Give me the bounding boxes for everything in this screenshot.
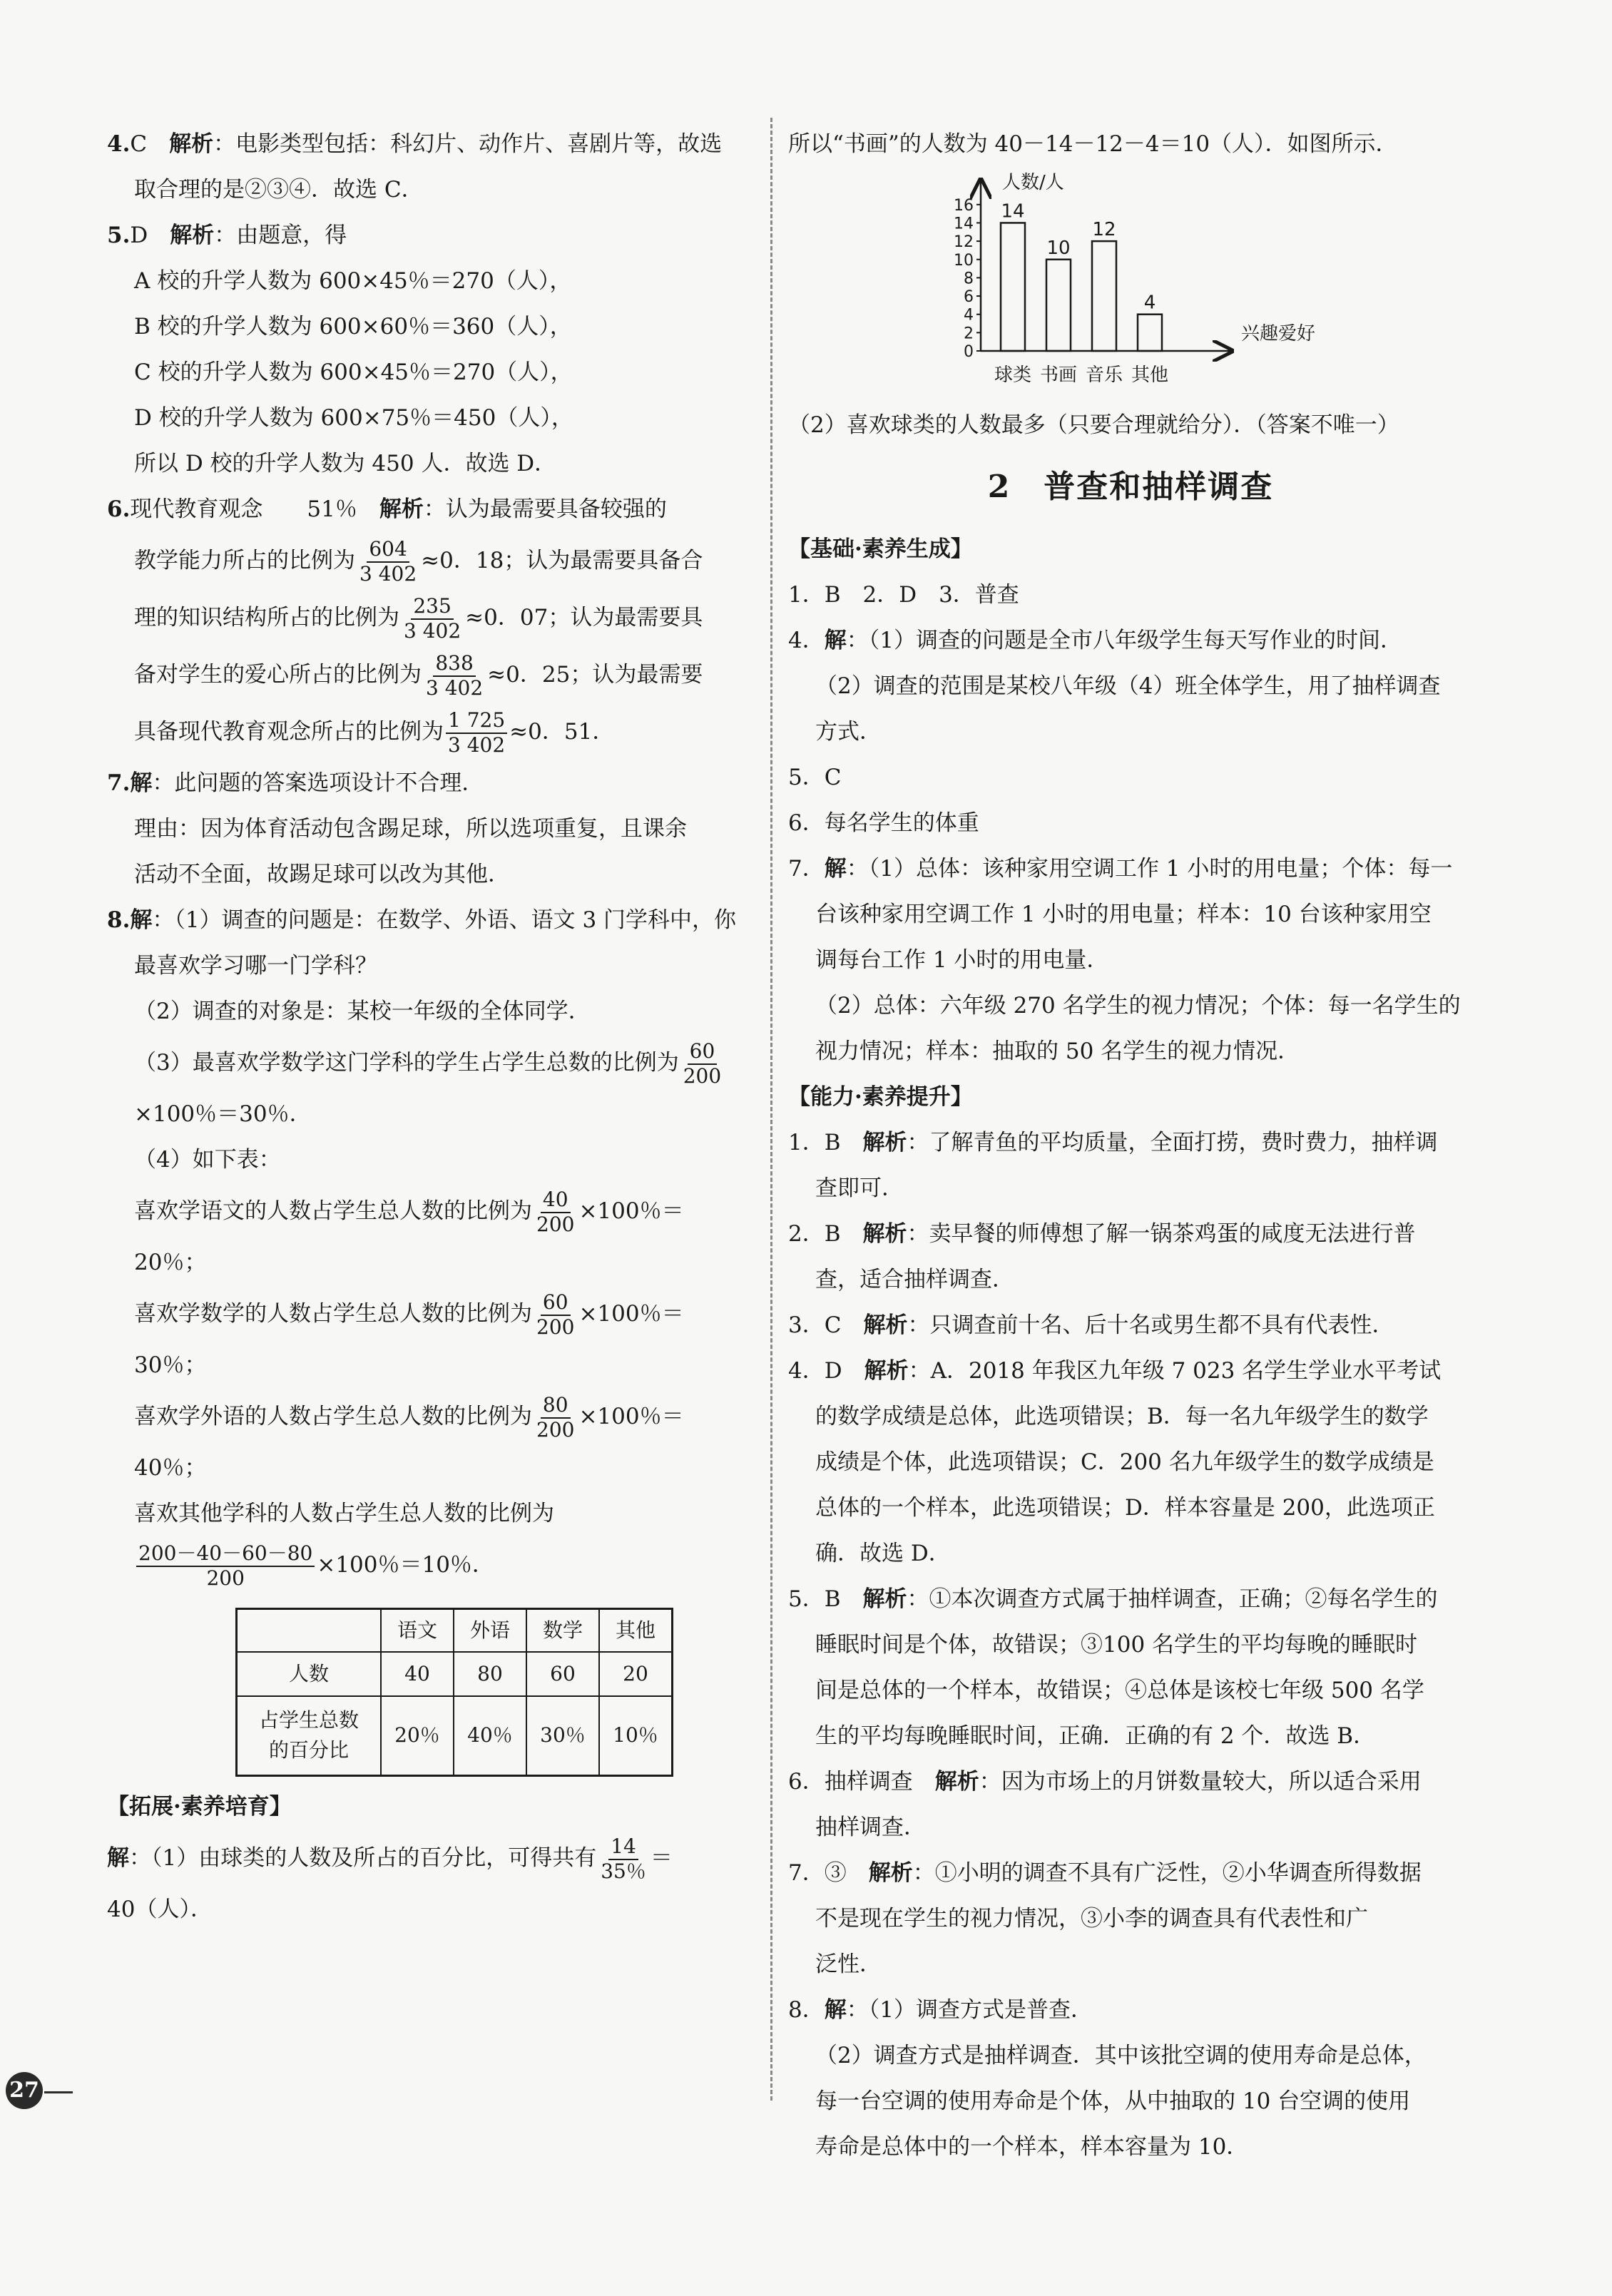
q8-line4b: ×100％＝30％．: [134, 1101, 312, 1127]
ability-a7b: 不是现在学生的视力情况，③小李的调查具有代表性和广: [815, 1906, 1368, 1932]
ability-a4b: 的数学成绩是总体，此选项错误；B．每一名九年级学生的数学: [815, 1404, 1429, 1429]
chart-bar: [1001, 223, 1025, 351]
q4-line2: 取合理的是②③④．故选 C．: [134, 177, 424, 203]
ability-heading: 【能力·素养提升】: [788, 1084, 973, 1110]
chart-category-label: 音乐: [1085, 364, 1123, 386]
basic-q4: 4．解：（1）调查的问题是全市八年级学生每天写作业的时间．: [788, 628, 1402, 653]
ability-a5b: 睡眠时间是个体，故错误；③100 名学生的平均每晚的睡眠时: [815, 1632, 1418, 1658]
q5-line: 所以 D 校的升学人数为 450 人．故选 D．: [134, 451, 557, 476]
q8-a1-result: 20％；: [134, 1250, 207, 1275]
basic-q7b: 台该种家用空调工作 1 小时的用电量；样本：10 台该种家用空: [815, 902, 1432, 927]
left-column: [107, 121, 760, 1932]
ability-a8d: 寿命是总体中的一个样本，样本容量为 10．: [815, 2134, 1249, 2160]
table-header-cell: 外语: [454, 1609, 526, 1652]
ability-a6: 6．抽样调查 解析：因为市场上的月饼数量较大，所以适合采用: [788, 1769, 1422, 1795]
ability-a2: 2．B 解析：卖早餐的师傅想了解一锅茶鸡蛋的咸度无法进行普: [788, 1221, 1416, 1247]
q8-a4-frac: $\frac{200-40-60-80}{200}$ ×100％＝10％．: [107, 1536, 760, 1593]
basic-q7d: （2）总体：六年级 270 名学生的视力情况；个体：每一名学生的: [815, 993, 1461, 1019]
ability-a7: 7．③ 解析：①小明的调查不具有广泛性，②小华调查所得数据: [788, 1860, 1422, 1886]
q8-a1: 喜欢学语文的人数占学生总人数的比例为 $\frac{40}{200}$ ×100％＝: [134, 1188, 684, 1236]
table-header-cell: 其他: [599, 1609, 673, 1652]
ability-a1b: 查即可．: [815, 1175, 904, 1201]
q6-line3: 理的知识结构所占的比例为 $\frac{235}{3 402}$ ≈0．07；认为最需要具: [134, 594, 703, 643]
chart-y-axis-label: 人数/人: [1002, 172, 1064, 193]
right-c2: （2）喜欢球类的人数最多（只要合理就给分）．（答案不唯一）: [788, 412, 1399, 438]
ability-a1: 1．B 解析：了解青鱼的平均质量，全面打捞，费时费力，抽样调: [788, 1130, 1438, 1155]
q8-a3: 喜欢学外语的人数占学生总人数的比例为 $\frac{80}{200}$ ×100％＝: [134, 1393, 684, 1442]
ext-line1: 解：（1）由球类的人数及所占的百分比，可得共有 $\frac{14}{35\%}$ ＝: [107, 1835, 673, 1883]
q8-line4: （3）最喜欢学数学这门学科的学生占学生总数的比例为 $\frac{60}{200}$: [134, 1039, 722, 1088]
chart-y-tick-label: 16: [954, 196, 974, 215]
q5-line1: 5.D 解析：由题意，得: [107, 223, 347, 248]
chart-y-tick-label: 2: [964, 325, 974, 343]
chart-bar: [1138, 315, 1162, 351]
ability-a8c: 每一台空调的使用寿命是个体，从中抽取的 10 台空调的使用: [815, 2088, 1411, 2114]
table-header-cell: 语文: [381, 1609, 454, 1652]
q5-line: C 校的升学人数为 600×45％＝270（人），: [134, 359, 573, 385]
q8-line5: （4）如下表：: [134, 1147, 281, 1173]
table-cell: 10％: [599, 1696, 673, 1776]
chart-category-label: 书画: [1039, 364, 1078, 386]
ability-a7c: 泛性．: [815, 1951, 882, 1977]
chart-category-label: 球类: [994, 364, 1032, 386]
chart-bar: [1092, 241, 1116, 351]
basic-q7e: 视力情况；样本：抽取的 50 名学生的视力情况．: [815, 1039, 1300, 1064]
chart-y-tick-label: 4: [964, 306, 974, 325]
chart-y-tick-label: 6: [964, 288, 974, 307]
basic-q4c: 方式．: [815, 719, 882, 745]
chart-data-label: 12: [1092, 219, 1116, 241]
q8-line3: （2）调查的对象是：某校一年级的全体同学．: [134, 999, 591, 1024]
table-cell: 40％: [454, 1696, 526, 1776]
q5-line: D 校的升学人数为 600×75％＝450（人），: [134, 405, 573, 431]
q4-line1: 4.C 解析：电影类型包括：科幻片、动作片、喜剧片等，故选: [107, 131, 723, 157]
ability-a4c: 成绩是个体，此选项错误；C．200 名九年级学生的数学成绩是: [815, 1449, 1434, 1475]
chart-data-label: 4: [1143, 292, 1156, 314]
ability-a2b: 查，适合抽样调查．: [815, 1267, 1014, 1292]
basic-q7: 7．解：（1）总体：该种家用空调工作 1 小时的用电量；个体：每一: [788, 856, 1453, 882]
bar-chart: [938, 167, 1366, 402]
chart-y-tick-label: 14: [954, 215, 974, 233]
table-header-cell: 数学: [526, 1609, 599, 1652]
chart-category-label: 其他: [1131, 364, 1169, 386]
q7-line2: 理由：因为体育活动包含踢足球，所以选项重复，且课余: [134, 816, 687, 842]
ability-a4d: 总体的一个样本，此选项错误；D．样本容量是 200，此选项正: [815, 1495, 1435, 1521]
basic-l1: 1．B 2．D 3．普查: [788, 582, 1019, 608]
ability-a5d: 生的平均每晚睡眠时间，正确．正确的有 2 个．故选 B．: [815, 1723, 1376, 1749]
q6-line2: 教学能力所占的比例为 $\frac{604}{3 402}$ ≈0．18；认为最需要具备合: [134, 537, 703, 586]
q8-a4: 喜欢其他学科的人数占学生总人数的比例为: [134, 1501, 554, 1526]
chart-bar: [1046, 260, 1071, 351]
q8-a3-result: 40％；: [134, 1455, 207, 1481]
table-cell: 40: [381, 1652, 454, 1696]
table-cell: 人数: [237, 1652, 382, 1696]
q6-line1: 6.现代教育观念 51％ 解析：认为最需要具备较强的: [107, 496, 667, 522]
chart-x-axis-label: 兴趣爱好: [1241, 323, 1316, 345]
basic-l6: 6．每名学生的体重: [788, 810, 979, 836]
right-c1: 所以“书画”的人数为 40－14－12－4＝10（人）．如图所示．: [788, 131, 1398, 157]
table-cell: 30％: [526, 1696, 599, 1776]
chart-y-tick-label: 12: [954, 233, 974, 252]
table-cell: 20: [599, 1652, 673, 1696]
table-cell: 80: [454, 1652, 526, 1696]
table-cell: 占学生总数 的百分比: [237, 1696, 382, 1776]
chart-y-tick-label: 8: [964, 270, 974, 288]
ability-a3: 3．C 解析：只调查前十名、后十名或男生都不具有代表性．: [788, 1312, 1394, 1338]
basic-q7c: 调每台工作 1 小时的用电量．: [815, 947, 1109, 973]
q5-line: A 校的升学人数为 600×45％＝270（人），: [134, 268, 572, 294]
basic-q4b: （2）调查的范围是某校八年级（4）班全体学生，用了抽样调查: [815, 673, 1441, 699]
table-header-cell: [237, 1609, 382, 1652]
q7-line1: 7.解：此问题的答案选项设计不合理．: [107, 770, 484, 796]
basic-l5: 5．C: [788, 765, 842, 790]
chart-data-label: 10: [1046, 237, 1071, 259]
right-column: [788, 121, 1473, 2170]
q8-a2: 喜欢学数学的人数占学生总人数的比例为 $\frac{60}{200}$ ×100％＝: [134, 1290, 684, 1339]
basic-heading: 【基础·素养生成】: [788, 536, 973, 562]
ability-a4e: 确．故选 D．: [815, 1541, 951, 1566]
chart-data-label: 14: [1001, 200, 1025, 223]
table-cell: 20％: [381, 1696, 454, 1776]
page-number: 27: [6, 2072, 43, 2109]
q5-line: B 校的升学人数为 600×60％＝360（人），: [134, 314, 572, 340]
q8-line1: 8.解：（1）调查的问题是：在数学、外语、语文 3 门学科中，你: [107, 907, 737, 933]
q7-line3: 活动不全面，故踢足球可以改为其他．: [134, 862, 510, 887]
chart-y-tick-label: 0: [964, 343, 974, 361]
ability-a5c: 间是总体的一个样本，故错误；④总体是该校七年级 500 名学: [815, 1678, 1424, 1703]
table-cell: 60: [526, 1652, 599, 1696]
chart-y-tick-label: 10: [954, 251, 974, 270]
ability-a8b: （2）调查方式是抽样调查．其中该批空调的使用寿命是总体，: [815, 2043, 1427, 2068]
ext-line2: 40（人）．: [107, 1897, 213, 1922]
column-divider: [770, 118, 772, 2101]
q8-line2: 最喜欢学习哪一门学科？: [134, 953, 377, 979]
q6-line5: 具备现代教育观念所占的比例为 $\frac{1 725}{3 402}$ ≈0．51．: [134, 708, 615, 757]
q6-line4: 备对学生的爱心所占的比例为 $\frac{838}{3 402}$ ≈0．25；认为最需要: [134, 651, 703, 700]
ability-a8: 8．解：（1）调查方式是普查．: [788, 1997, 1093, 2023]
q8-a2-result: 30％；: [134, 1352, 207, 1378]
section-title: 2 普查和抽样调查: [987, 469, 1274, 505]
page-number-dash: [44, 2091, 73, 2093]
extension-heading: 【拓展·素养培育】: [107, 1794, 292, 1820]
ability-a6b: 抽样调查．: [815, 1815, 926, 1840]
ability-a5: 5．B 解析：①本次调查方式属于抽样调查，正确；②每名学生的: [788, 1586, 1438, 1612]
ability-a4: 4．D 解析：A．2018 年我区九年级 7 023 名学生学业水平考试: [788, 1358, 1442, 1384]
percent-table: [235, 1608, 673, 1777]
